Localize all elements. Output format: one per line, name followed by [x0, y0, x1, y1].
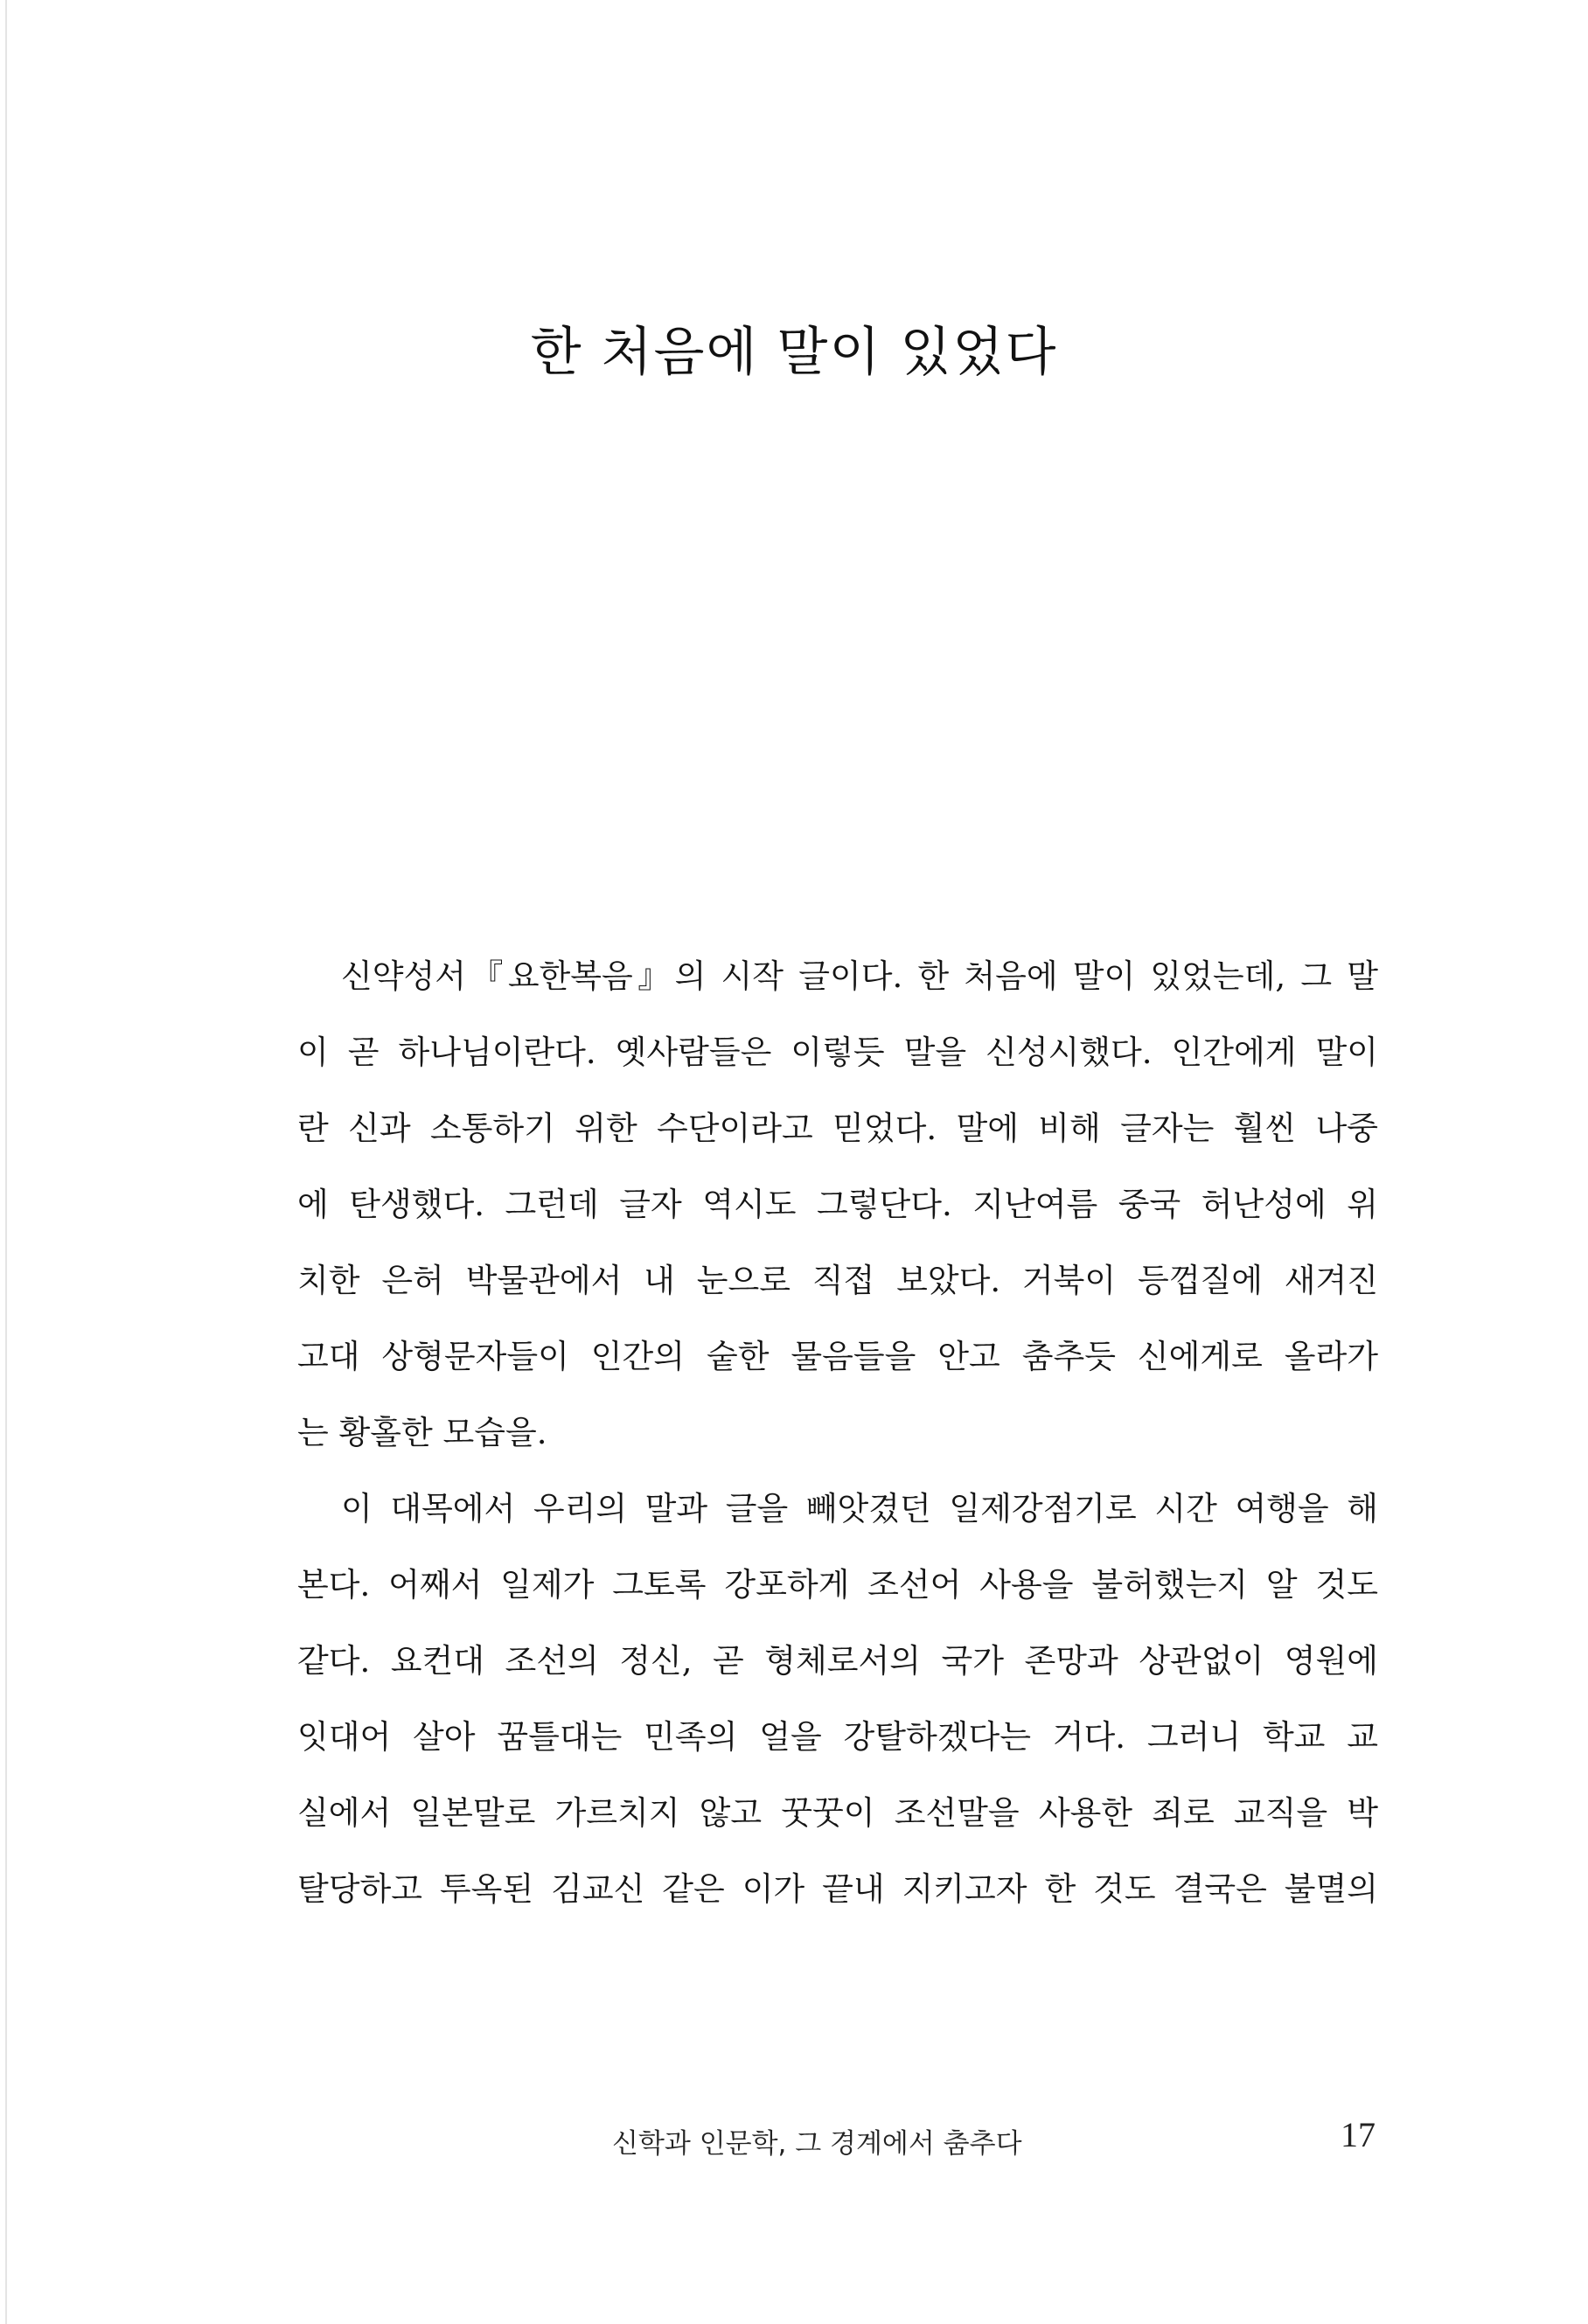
text-line: 본다. 어째서 일제가 그토록 강포하게 조선어 사용을 불허했는지 알 것도 [297, 1566, 1378, 1604]
text-line: 란 신과 소통하기 위한 수단이라고 믿었다. 말에 비해 글자는 훨씬 나중 [297, 1110, 1378, 1147]
paragraph [297, 1483, 1378, 1939]
text-line: 실에서 일본말로 가르치지 않고 꿋꿋이 조선말을 사용한 죄로 교직을 박 [297, 1794, 1378, 1832]
running-footer-title: 신학과 인문학, 그 경계에서 춤추다 [612, 2128, 1022, 2160]
text-line: 탈당하고 투옥된 김교신 같은 이가 끝내 지키고자 한 것도 결국은 불멸의 [297, 1870, 1378, 1908]
text-line: 치한 은허 박물관에서 내 눈으로 직접 보았다. 거북이 등껍질에 새겨진 [297, 1262, 1378, 1299]
text-line: 고대 상형문자들이 인간의 숱한 물음들을 안고 춤추듯 신에게로 올라가 [297, 1338, 1378, 1375]
text-line: 같다. 요컨대 조선의 정신, 곧 형체로서의 국가 존망과 상관없이 영원에 [297, 1642, 1378, 1680]
text-line: 잇대어 살아 꿈틀대는 민족의 얼을 강탈하겠다는 거다. 그러니 학교 교 [297, 1718, 1378, 1756]
chapter-title: 한 처음에 말이 있었다 [530, 322, 1058, 383]
paragraph [297, 950, 1378, 1483]
text-line: 이 대목에서 우리의 말과 글을 빼앗겼던 일제강점기로 시간 여행을 해 [341, 1490, 1378, 1527]
text-line: 는 황홀한 모습을. [297, 1414, 547, 1451]
text-line: 에 탄생했다. 그런데 글자 역시도 그렇단다. 지난여름 중국 허난성에 위 [297, 1186, 1378, 1223]
text-line: 신약성서『요한복음』의 시작 글이다. 한 처음에 말이 있었는데, 그 말 [341, 957, 1378, 995]
text-line: 이 곧 하나님이란다. 옛사람들은 이렇듯 말을 신성시했다. 인간에게 말이 [297, 1033, 1378, 1071]
body-text [297, 950, 1378, 1939]
page-number: 17 [1341, 2115, 1376, 2154]
